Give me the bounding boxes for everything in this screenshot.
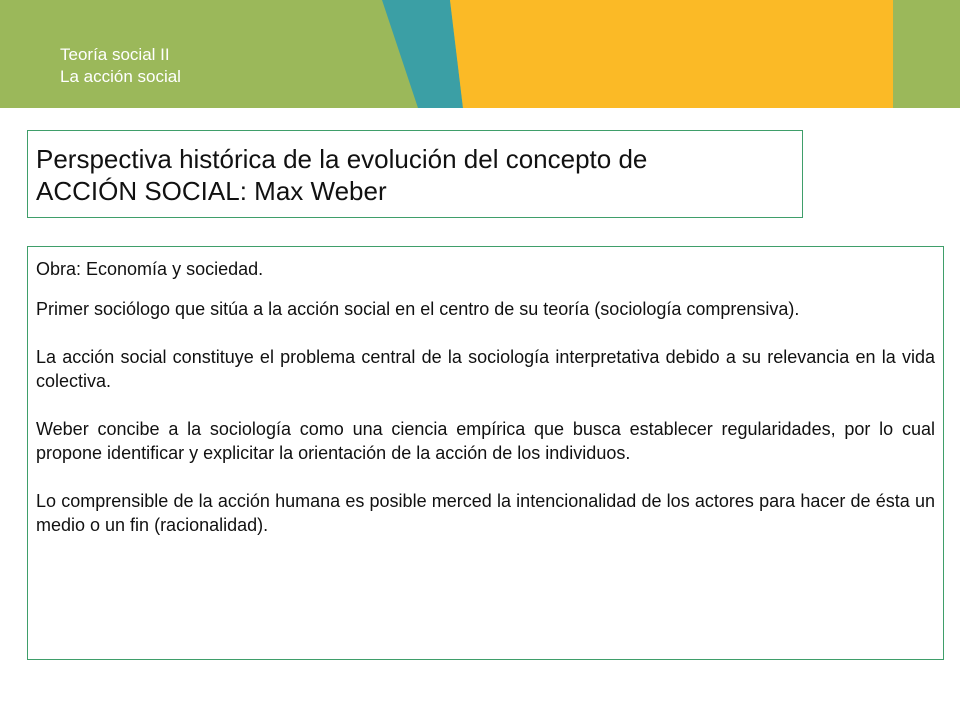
- slide-title-box: [27, 130, 803, 218]
- paragraph-problema-central: La acción social constituye el problema central de la sociología interpretativa debido a su relevancia en la vida colectiva.: [36, 347, 935, 391]
- paragraph-primer-sociologo: Primer sociólogo que sitúa a la acción social en el centro de su teoría (sociología comprensiva).: [36, 299, 800, 319]
- course-label: [60, 44, 181, 88]
- slide-title-line1: Perspectiva histórica de la evolución del concepto de: [36, 144, 648, 174]
- header-banner: [0, 0, 960, 108]
- paragraph-intencionalidad: Lo comprensible de la acción humana es posible merced la intencionalidad de los actores para hacer de ésta un medio o un fin (racionalidad).: [36, 491, 935, 535]
- content-box: [27, 246, 944, 660]
- banner-yellow-block: [450, 0, 893, 108]
- course-name: Teoría social II: [60, 45, 170, 64]
- slide-title-line2: ACCIÓN SOCIAL: Max Weber: [36, 176, 387, 206]
- course-topic: La acción social: [60, 67, 181, 86]
- paragraph-obra: Obra: Economía y sociedad.: [36, 259, 264, 279]
- paragraph-ciencia-empirica: Weber concibe a la sociología como una ciencia empírica que busca establecer regularidades, por lo cual propone identificar y explicitar la orientación de la acción de los individuos.: [36, 419, 935, 463]
